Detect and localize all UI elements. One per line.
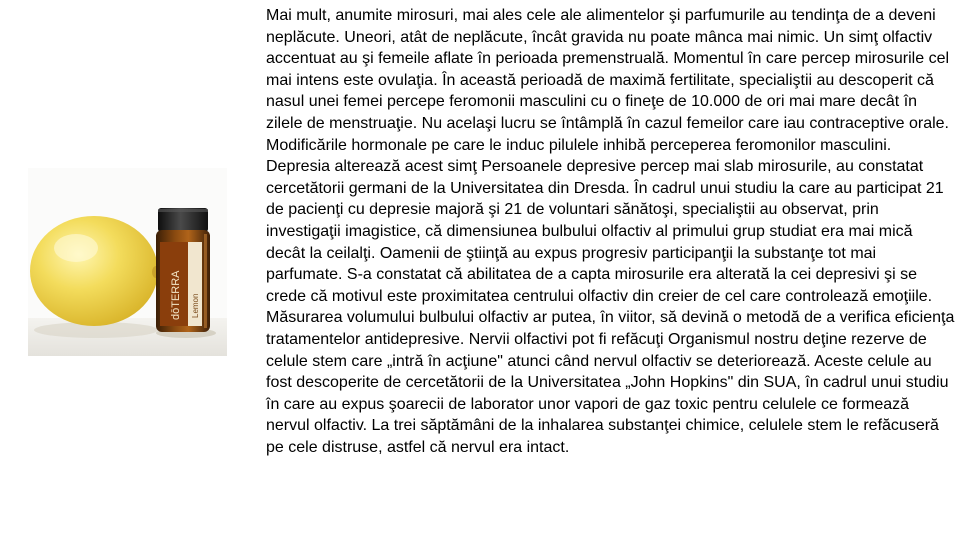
- lemon-oil-photo: [28, 168, 227, 356]
- lemon-essential-oil-photo: [28, 168, 227, 356]
- label-product-text: Lemon: [191, 293, 200, 318]
- article-text: Mai mult, anumite mirosuri, mai ales cele ale alimentelor şi parfumurile au tendinţa de a deveni neplăcute. Uneori, atât de neplăcute, încât gravida nu poate mânca mai nimic. Un simţ olfactiv accentuat au şi femeile aflate în perioada premenstruală. Momentul în care percep mirosurile cel mai intens este ovulaţia. În această perioadă de maximă fertilitate, specialiştii au descoperit că nasul unei femei percepe feromonii masculini cu o fineţe de 10.000 de ori mai mare decât în zilele de menstruaţie. Nu acelaşi lucru se întâmplă în cazul femeilor care iau contraceptive orale. Modificările hormonale pe care le induc pilulele inhibă perceperea feromonilor masculini. Depresia alterează acest simţ Persoanele depresive percep mai slab mirosurile, au constatat cercetătorii germani de la Universitatea din Dresda. În cadrul unui studiu la care au participat 21 de pacienţi cu depresie majoră şi 21 de voluntari sănătoşi, specialiştii au observat, prin investigaţii imagistice, că dimensiunea bulbului olfactiv al primului grup studiat era mai mică decât la ceilalţi. Oamenii de ştiinţă au expus progresiv participanţii la substanţe tot mai parfumate. S-a constatat că abilitatea de a capta mirosurile era alterată la cei depresivi şi se crede că motivul este proximitatea centrului olfactiv din creier de cel care controlează emoţiile. Măsurarea volumului bulbului olfactiv ar putea, în viitor, să devină o metodă de a verifica eficienţa tratamentelor antidepresive. Nervii olfactivi pot fi refăcuţi Organismul nostru deţine rezerve de celule stem care „intră în acţiune" atunci când nervul olfactiv se deteriorează. Aceste celule au fost descoperite de cercetătorii de la Universitatea „John Hopkins" din SUA, în cadrul unui studiu în care au expus şoarecii de laborator unor vapori de gaz toxic pentru celulele ce formează nervul olfactiv. La trei săptămâni de la inhalarea substanţei chimice, celulele stem le refăcuseră pe cele distruse, astfel că nervul era intact.: [266, 7, 955, 456]
- label-brand-text: dōTERRA: [170, 270, 182, 320]
- lemon-shape: [30, 216, 158, 326]
